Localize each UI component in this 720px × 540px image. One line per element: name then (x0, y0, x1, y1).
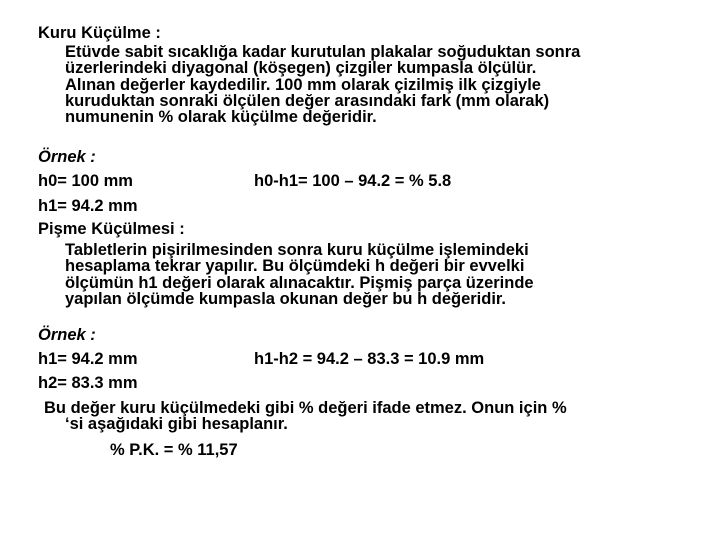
paragraph-line: kuruduktan sonraki ölçülen değer arasındaki fark (mm olarak) (65, 91, 550, 110)
example2-h1: h1= 94.2 mm (38, 350, 138, 368)
paragraph-line: ‘si aşağıdaki gibi hesaplanır. (65, 415, 288, 434)
paragraph-line: üzerlerindeki diyagonal (köşegen) çizgiler kumpasla ölçülür. (65, 59, 537, 78)
closing-paragraph (44, 400, 567, 433)
example-label-2: Örnek : (38, 326, 96, 344)
example2-formula: h1-h2 = 94.2 – 83.3 = 10.9 mm (254, 350, 485, 368)
example-label-1: Örnek : (38, 148, 96, 166)
heading-pisme-kuculmesi: Pişme Küçülmesi : (38, 220, 185, 238)
example2-h2: h2= 83.3 mm (38, 374, 138, 392)
paragraph-line: hesaplama tekrar yapılır. Bu ölçümdeki h değeri bir evvelki (65, 257, 525, 276)
example1-h0: h0= 100 mm (38, 172, 133, 190)
paragraph-line: Alınan değerler kaydedilir. 100 mm olarak çizilmiş ilk çizgiyle (65, 75, 541, 94)
paragraph-line: Bu değer kuru küçülmedeki gibi % değeri ifade etmez. Onun için % (44, 399, 567, 417)
kuru-kuculme-paragraph (65, 44, 580, 125)
result-value: % P.K. = % 11,57 (110, 441, 238, 459)
paragraph-line: ölçümün h1 değeri olarak alınacaktır. Pişmiş parça üzerinde (65, 273, 534, 292)
paragraph-line: numunenin % olarak küçülme değeridir. (65, 108, 377, 127)
example1-h1: h1= 94.2 mm (38, 197, 138, 215)
pisme-kuculmesi-paragraph (65, 242, 534, 307)
example1-formula: h0-h1= 100 – 94.2 = % 5.8 (254, 172, 452, 190)
paragraph-line: Etüvde sabit sıcaklığa kadar kurutulan plakalar soğuduktan sonra (65, 43, 581, 61)
paragraph-line: Tabletlerin pişirilmesinden sonra kuru küçülme işlemindeki (65, 241, 529, 259)
heading-kuru-kuculme: Kuru Küçülme : (38, 24, 161, 42)
paragraph-line: yapılan ölçümde kumpasla okunan değer bu h değeridir. (65, 289, 507, 308)
